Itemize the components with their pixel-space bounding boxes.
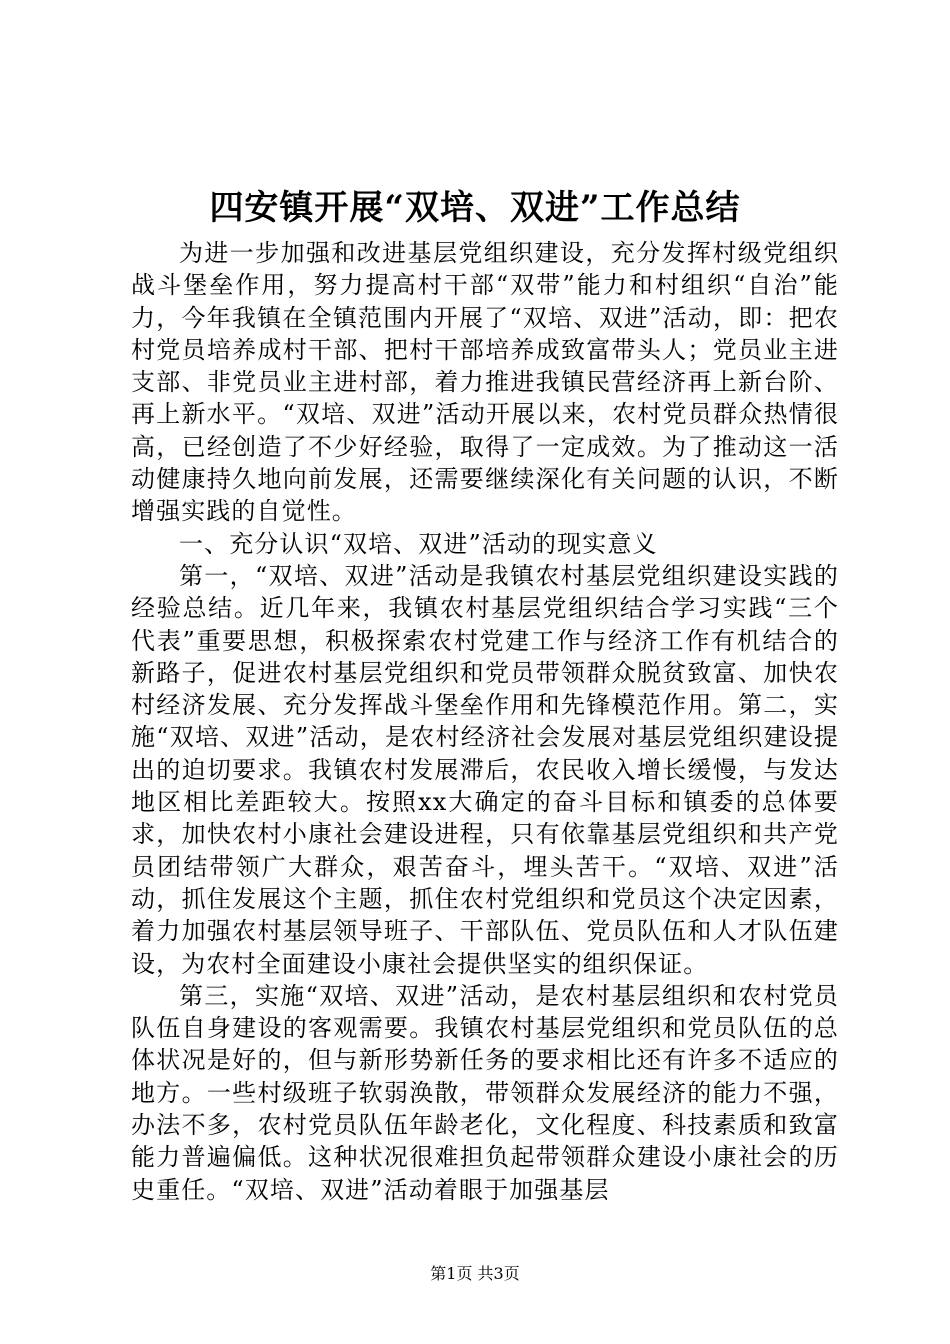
section-heading: 一、充分认识“双培、双进”活动的现实意义 (179, 529, 658, 558)
page-footer: 第1页 共3页 (430, 1264, 520, 1283)
document-body (131, 237, 839, 1206)
paragraph-third: 第三，实施“双培、双进”活动，是农村基层组织和农村党员队伍自身建设的客观需要。我镇农村基层党组织和党员队伍的总体状况是好的，但与新形势新任务的要求相比还有许多不适应的地方。一些村级班子软弱涣散，带领群众发展经济的能力不强，办法不多，农村党员队伍年龄老化，文化程度、科技素质和致富能力普遍偏低。这种状况很难担负起带领群众建设小康社会的历史重任。“双培、双进”活动着眼于加强基层 (131, 981, 839, 1204)
paragraph-first-second: 第一，“双培、双进”活动是我镇农村基层党组织建设实践的经验总结。近几年来，我镇农村基层党组织结合学习实践“三个代表”重要思想，积极探索农村党建工作与经济工作有机结合的新路子，促进农村基层党组织和党员带领群众脱贫致富、加快农村经济发展、充分发挥战斗堡垒作用和先锋模范作用。第二，实施“双培、双进”活动，是农村经济社会发展对基层党组织建设提出的迫切要求。我镇农村发展滞后，农民收入增长缓慢，与发达地区相比差距较大。按照xx大确定的奋斗目标和镇委的总体要求，加快农村小康社会建设进程，只有依靠基层党组织和共产党员团结带领广大群众，艰苦奋斗，埋头苦干。“双培、双进”活动，抓住发展这个主题，抓住农村党组织和党员这个决定因素，着力加强农村基层领导班子、干部队伍、党员队伍和人才队伍建设，为农村全面建设小康社会提供坚实的组织保证。 (131, 561, 839, 978)
page-title: 四安镇开展“双培、双进”工作总结 (209, 188, 741, 228)
paragraph-intro: 为进一步加强和改进基层党组织建设，充分发挥村级党组织战斗堡垒作用，努力提高村干部“双带”能力和村组织“自治”能力，今年我镇在全镇范围内开展了“双培、双进”活动，即：把农村党员培养成村干部、把村干部培养成致富带头人；党员业主进支部、非党员业主进村部，着力推进我镇民营经济再上新台阶、再上新水平。“双培、双进”活动开展以来，农村党员群众热情很高，已经创造了不少好经验，取得了一定成效。为了推动这一活动健康持久地向前发展，还需要继续深化有关问题的认识，不断增强实践的自觉性。 (131, 239, 839, 526)
